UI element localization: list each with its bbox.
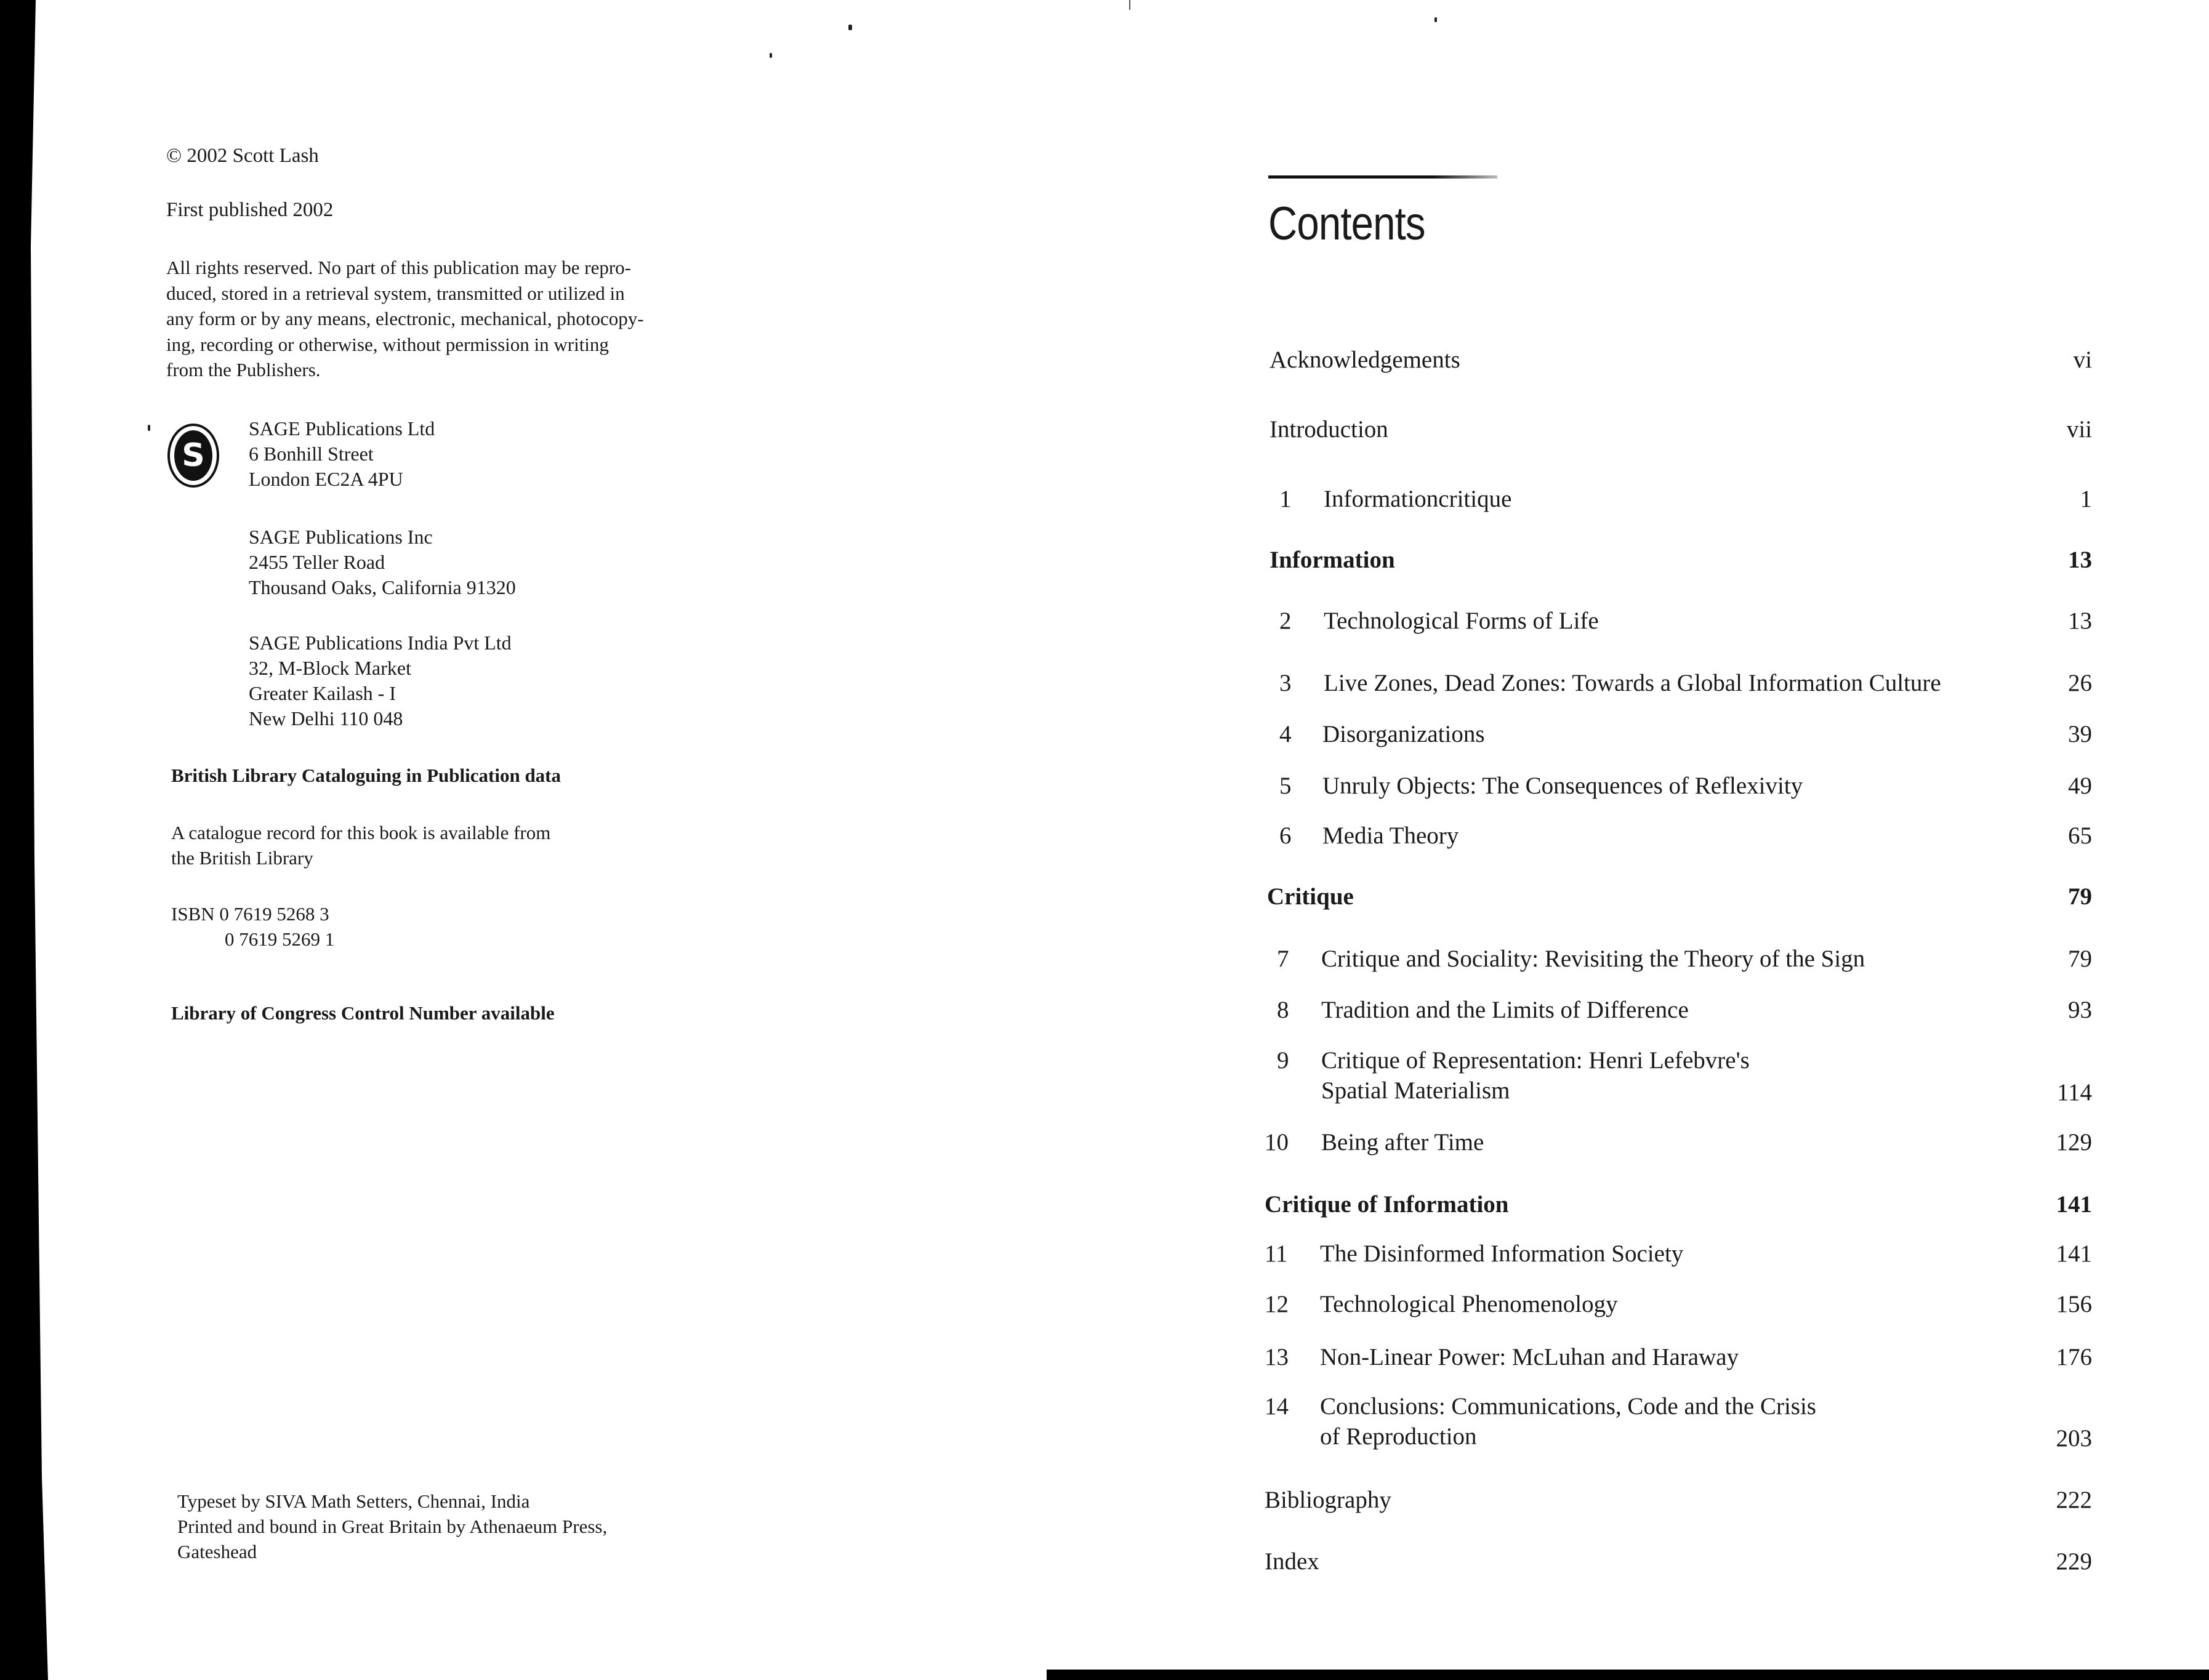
toc-entry-title: Technological Phenomenology [1320,1291,1618,1317]
rights-statement [166,255,720,383]
toc-entry-title: Critique of Information [1265,1191,1509,1218]
loc-control-number: Library of Congress Control Number available [171,1002,555,1024]
copyright-notice: © 2002 Scott Lash [166,145,319,167]
toc-entry-title: Unruly Objects: The Consequences of Reflexivity [1322,773,1803,799]
rights-line: ing, recording or otherwise, without permission in writing [166,333,609,355]
toc-page-number: 141 [2056,1240,2092,1267]
contents-rule [1268,175,1497,179]
toc-page-number: 114 [2056,1079,2092,1106]
toc-entry-title: Information [1269,547,1395,573]
printer-line: Typeset by SIVA Math Setters, Chennai, India [177,1490,530,1512]
toc-entry-title: Index [1265,1548,1319,1575]
isbn-line: 0 7619 5269 1 [225,928,335,950]
toc-entry-title: Introduction [1269,416,1388,443]
toc-page-number: 26 [2068,670,2092,696]
toc-chapter-number: 7 [1277,946,1289,972]
isbn-block [171,901,334,952]
toc-chapter-number: 3 [1279,670,1292,696]
scan-speck [770,53,772,58]
toc-entry-title-continued: Spatial Materialism [1321,1077,1510,1104]
address-line: 2455 Teller Road [249,551,385,573]
toc-entry-title: Critique of Representation: Henri Lefebvre's [1321,1047,1750,1074]
toc-page-number: 79 [2068,946,2092,972]
toc-page-number: 49 [2068,773,2092,799]
toc-entry-title: Bibliography [1265,1487,1391,1513]
toc-entry-title: Live Zones, Dead Zones: Towards a Global Information Culture [1324,670,1941,696]
toc-entry-title: Informationcritique [1324,486,1512,512]
scan-bottom-edge [1047,1670,2209,1680]
toc-page-number: 79 [2068,883,2092,910]
toc-chapter-number: 6 [1279,822,1292,849]
toc-page-number: 176 [2056,1344,2092,1370]
address-line: New Delhi 110 048 [249,707,403,729]
scan-speck [1434,17,1437,22]
toc-chapter-number: 14 [1265,1393,1289,1420]
cataloguing-line: A catalogue record for this book is available from [171,822,551,843]
toc-chapter-number: 9 [1277,1047,1289,1074]
cataloguing-heading: British Library Cataloguing in Publication data [171,765,561,786]
toc-chapter-number: 13 [1265,1344,1289,1370]
toc-entry-title: Critique [1267,883,1354,910]
scan-mark [1129,0,1130,10]
toc-page-number: 65 [2068,822,2092,849]
toc-chapter-number: 12 [1265,1291,1289,1317]
toc-entry-title: Technological Forms of Life [1324,608,1599,634]
address-line: SAGE Publications Inc [249,526,433,548]
toc-page-number: 13 [2068,608,2092,634]
address-line: Thousand Oaks, California 91320 [249,576,516,598]
toc-entry-title: Tradition and the Limits of Difference [1321,997,1689,1023]
toc-entry-title: Non-Linear Power: McLuhan and Haraway [1320,1344,1739,1370]
printer-line: Gateshead [177,1541,257,1562]
toc-page-number: vi [2073,347,2092,373]
toc-page-number: vii [2066,416,2092,443]
rights-line: All rights reserved. No part of this publication may be repro- [166,257,631,278]
address-line: SAGE Publications Ltd [249,417,435,440]
toc-entry-title: Critique and Sociality: Revisiting the Theory of the Sign [1321,946,1865,972]
copyright-block [166,143,739,223]
toc-page-number: 93 [2068,997,2092,1023]
toc-page-number: 222 [2056,1487,2092,1513]
logo-glyph: S [174,430,212,481]
toc-entry-title: Media Theory [1322,822,1459,849]
rights-line: from the Publishers. [166,359,321,380]
toc-page-number: 13 [2068,547,2092,573]
cataloguing-line: the British Library [171,847,313,869]
toc-page-number: 129 [2056,1129,2092,1156]
toc-chapter-number: 4 [1279,721,1292,747]
rights-line: duced, stored in a retrieval system, transmitted or utilized in [166,282,625,304]
toc-entry-title: Disorganizations [1322,721,1485,747]
toc-entry-title: The Disinformed Information Society [1320,1240,1684,1267]
toc-chapter-number: 1 [1279,486,1292,512]
toc-chapter-number: 5 [1279,773,1292,799]
toc-page-number: 1 [2080,486,2092,512]
address-us [249,524,680,600]
scan-speck [148,425,150,431]
printer-credits [177,1489,731,1564]
address-india [249,630,680,731]
cataloguing-record [171,820,550,870]
toc-page-number: 156 [2056,1291,2092,1317]
toc-chapter-number: 11 [1265,1240,1288,1267]
toc-entry-title: Conclusions: Communications, Code and the Crisis [1320,1393,1816,1420]
address-line: SAGE Publications India Pvt Ltd [249,632,512,654]
toc-chapter-number: 8 [1277,997,1289,1023]
scan-left-edge [0,0,48,1680]
toc-entry-title: Acknowledgements [1269,347,1460,373]
isbn-line: ISBN 0 7619 5268 3 [171,903,329,925]
rights-line: any form or by any means, electronic, mechanical, photocopy- [166,308,644,329]
first-published: First published 2002 [166,199,334,221]
contents-title: Contents [1268,198,1425,250]
printer-line: Printed and bound in Great Britain by Athenaeum Press, [177,1516,608,1537]
toc-chapter-number: 10 [1265,1129,1289,1156]
toc-page-number: 141 [2056,1191,2092,1218]
address-uk [249,416,680,492]
toc-page-number: 39 [2068,721,2092,747]
toc-page-number: 229 [2056,1548,2092,1575]
address-line: London EC2A 4PU [249,468,403,490]
scan-speck [848,25,852,30]
address-line: 32, M-Block Market [249,657,411,679]
address-line: Greater Kailash - I [249,682,396,704]
toc-entry-title: Being after Time [1321,1129,1484,1156]
toc-entry-title-continued: of Reproduction [1320,1423,1477,1450]
address-line: 6 Bonhill Street [249,443,374,465]
sage-s-logo-icon [167,424,219,488]
toc-page-number: 203 [2056,1425,2092,1452]
toc-chapter-number: 2 [1279,608,1292,634]
